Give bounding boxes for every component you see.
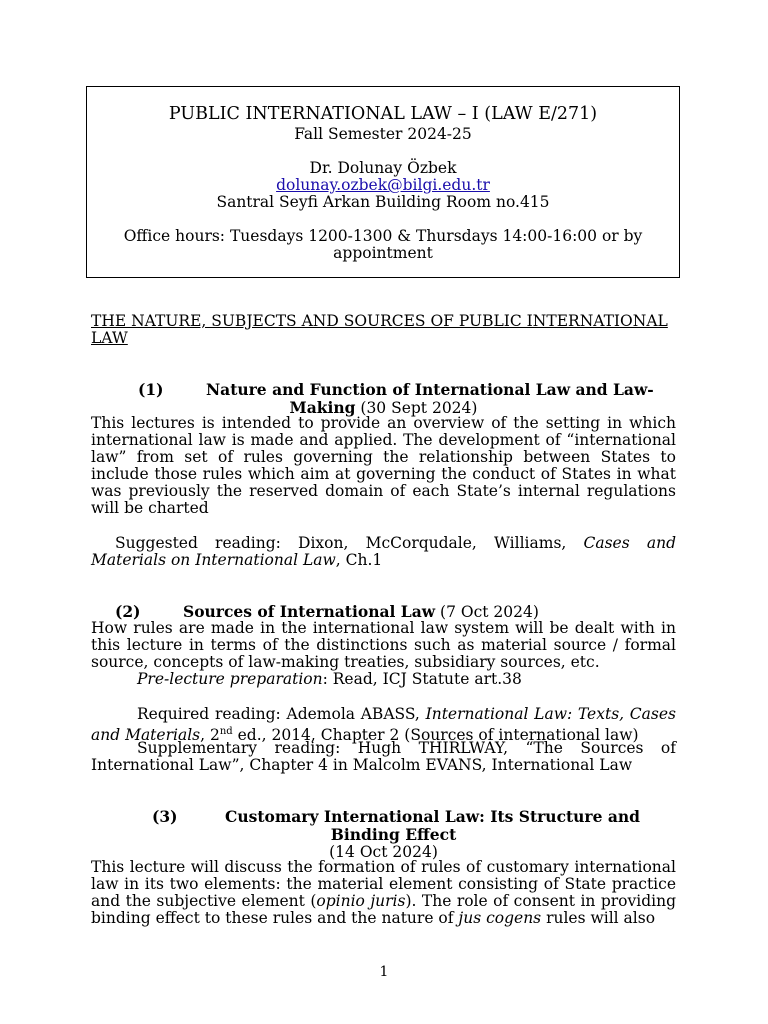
lecture-2-supplementary-reading: Supplementary reading: Hugh THIRLWAY, “The Sources of International Law”, Chapter 4 in Malcolm EVANS, International Law xyxy=(91,739,676,774)
lecture-1-title: (1) Nature and Function of International Law and Law- Making (30 Sept 2024) xyxy=(138,380,654,417)
lecture-3-title: (3) Customary International Law: Its Structure and Binding Effect (14 Oct 2024) xyxy=(152,807,641,861)
office-hours-cont: appointment xyxy=(333,244,433,262)
lecture-1-description: This lectures is intended to provide an overview of the setting in which international law is made and applied. The development of “international law” from set of rules governing the relationship between States to include those rules which aim at governing the conduct of States in what was previously the reserved domain of each State’s internal regulations will be charted xyxy=(91,414,676,517)
lecture-2-title: (2) Sources of International Law (7 Oct 2024) xyxy=(115,602,539,621)
lecturer-name: Dr. Dolunay Özbek xyxy=(309,159,457,177)
lecture-2-preparation: Pre-lecture preparation: Read, ICJ Statute art.38 xyxy=(137,670,522,688)
office-room: Santral Seyfi Arkan Building Room no.415 xyxy=(216,193,550,211)
email-link[interactable]: dolunay.ozbek@bilgi.edu.tr xyxy=(276,176,490,194)
semester: Fall Semester 2024-25 xyxy=(294,125,472,143)
course-title: PUBLIC INTERNATIONAL LAW – I (LAW E/271) xyxy=(168,104,598,124)
office-hours: Office hours: Tuesdays 1200-1300 & Thursdays 14:00-16:00 or by xyxy=(123,227,643,245)
section-heading: THE NATURE, SUBJECTS AND SOURCES OF PUBLIC INTERNATIONAL LAW xyxy=(91,312,668,347)
lecture-3-description: This lecture will discuss the formation of rules of customary international law in its two elements: the material element consisting of State practice and the subjective element (opinio juris). The role of consent in providing binding effect to these rules and the nature of jus cogens rules will also xyxy=(91,858,676,927)
course-info-box xyxy=(86,86,680,278)
lecture-1-reading: Suggested reading: Dixon, McCorqudale, Williams, Cases and Materials on International Law, Ch.1 xyxy=(91,534,676,569)
page-number: 1 xyxy=(379,964,389,980)
lecture-2-description: How rules are made in the international law system will be dealt with in this lecture in terms of the distinctions such as material source / formal source, concepts of law-making treaties, subsidiary sources, etc. xyxy=(91,619,676,671)
lecture-2-required-reading: Required reading: Ademola ABASS, International Law: Texts, Cases and Materials, 2nd ed., 2014, Chapter 2 (Sources of international law) xyxy=(91,705,676,745)
